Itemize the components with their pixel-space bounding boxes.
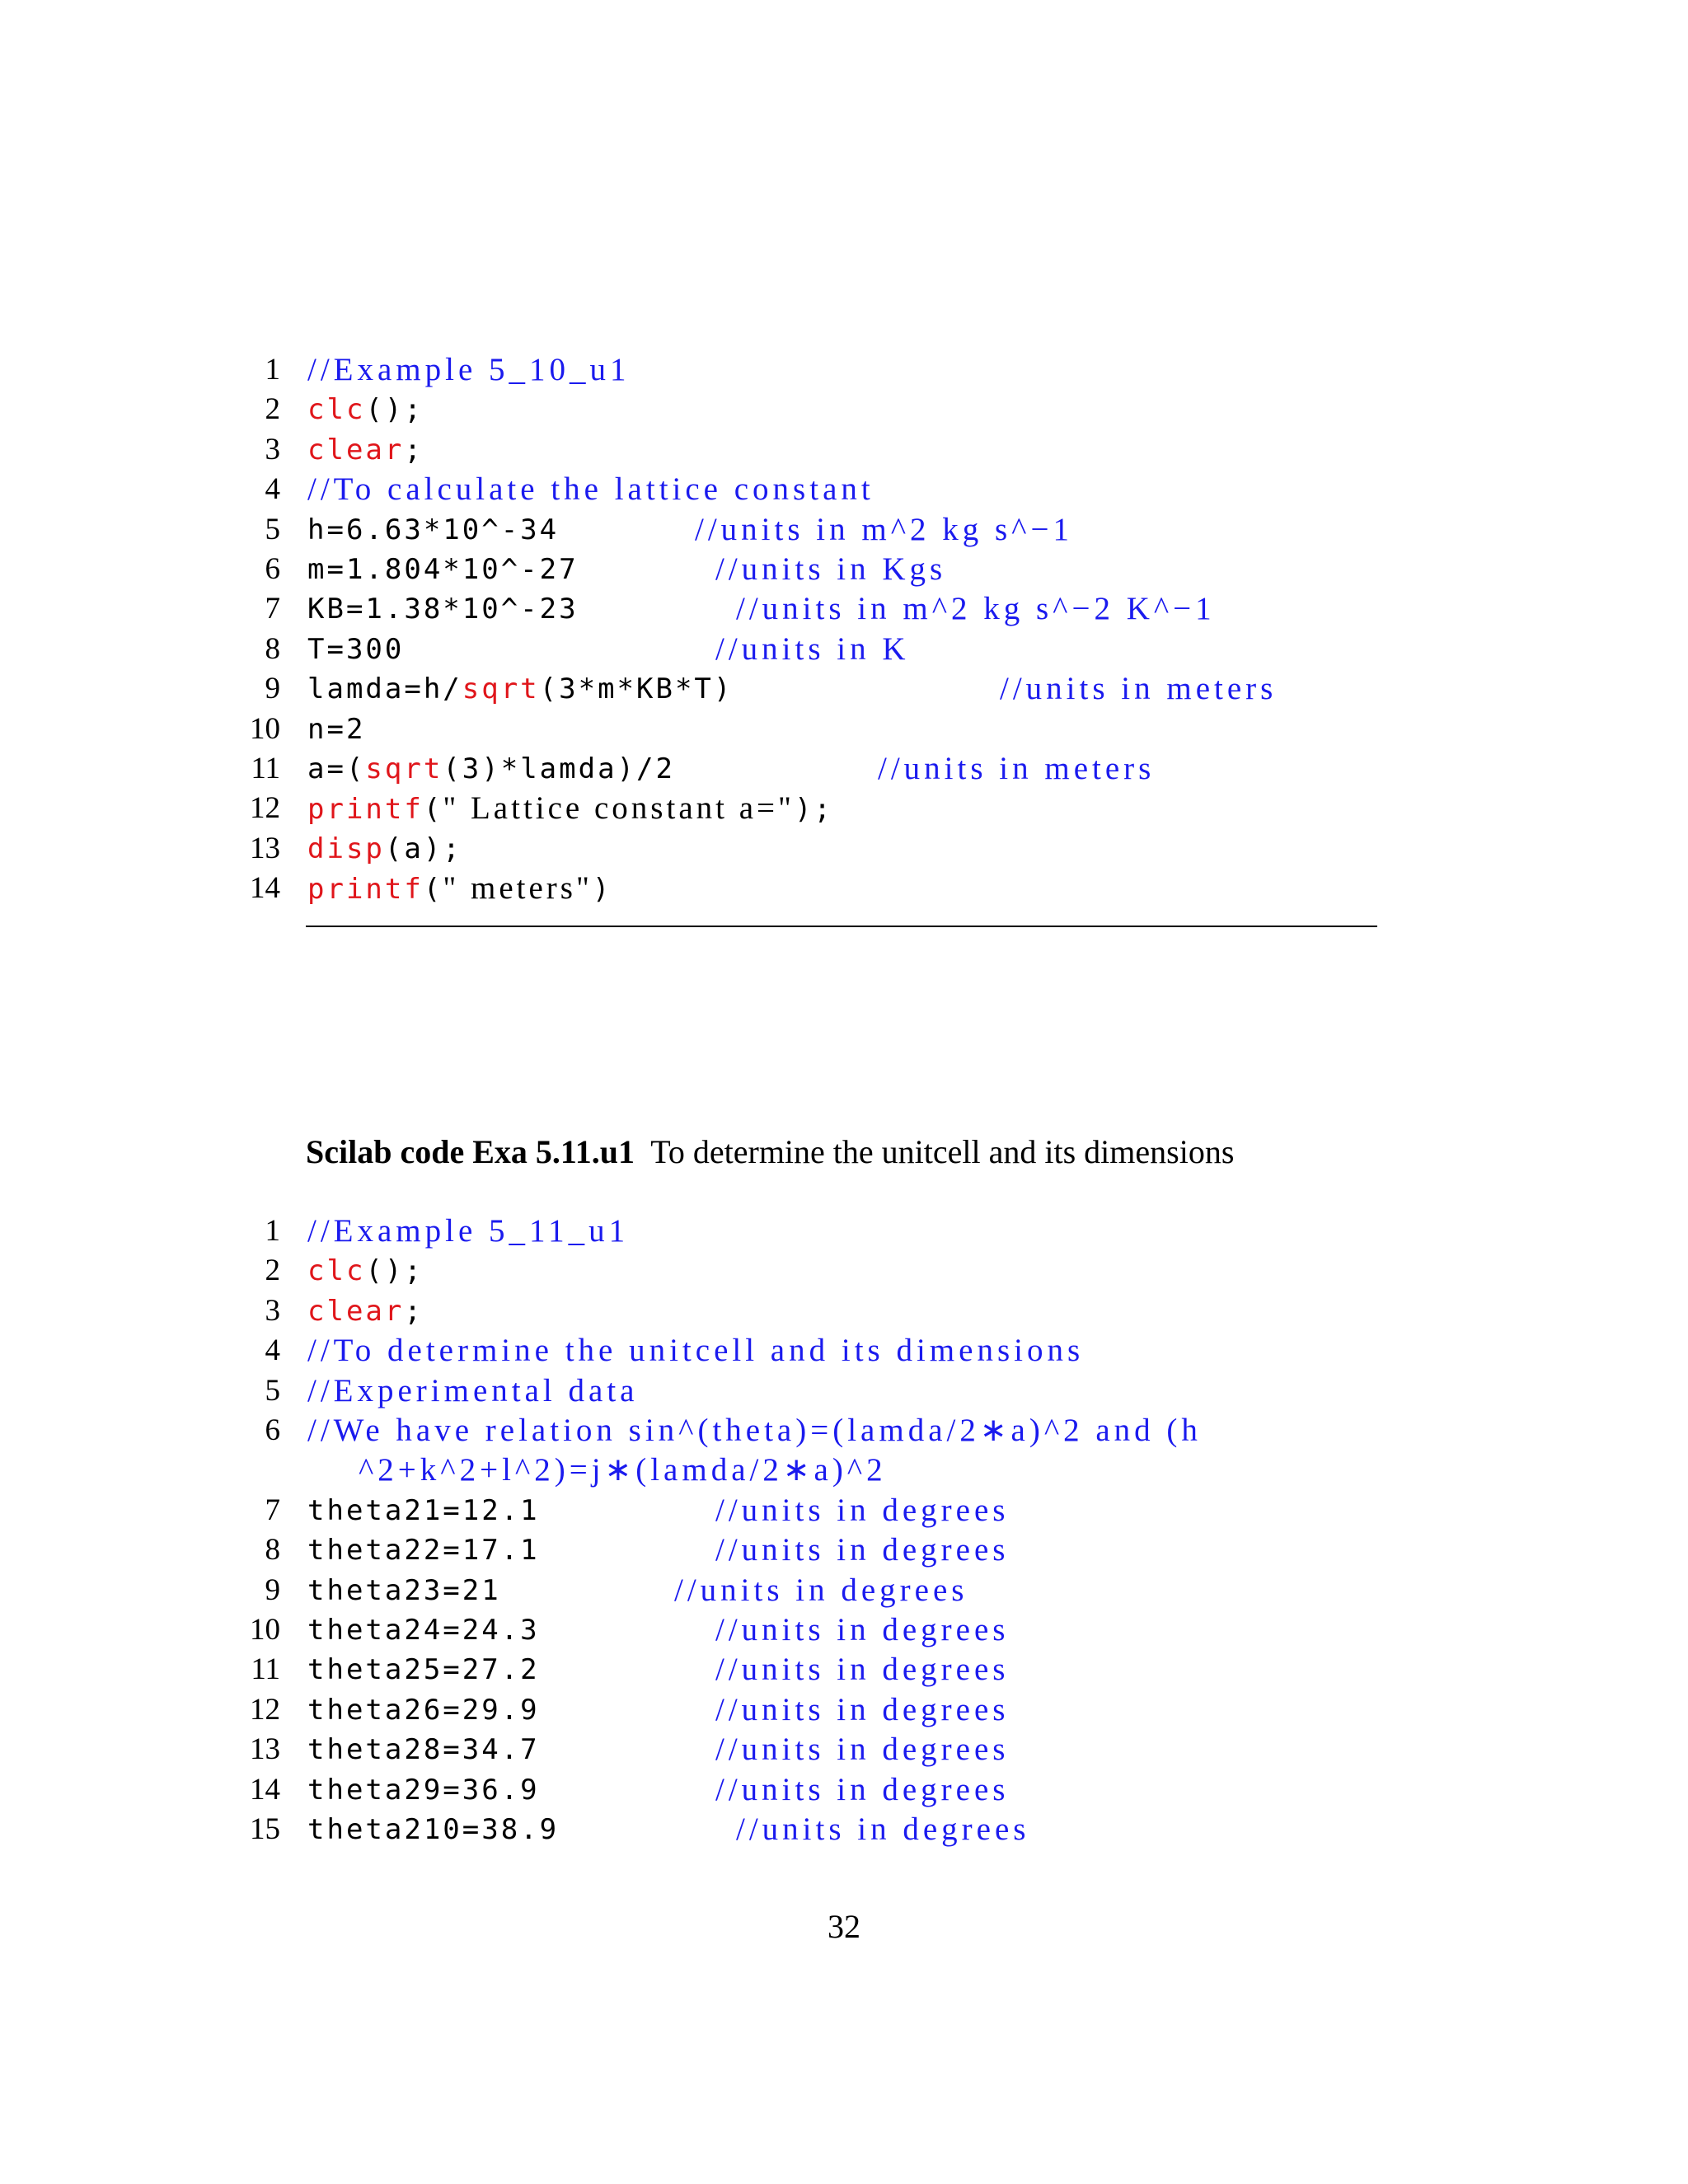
code-comment: //To calculate the lattice constant — [307, 471, 874, 508]
code-text — [307, 1530, 540, 1570]
code-text — [307, 550, 579, 589]
code-token: theta22=17.1 — [307, 1534, 540, 1568]
code-text — [307, 1770, 540, 1810]
code-line — [0, 470, 1688, 509]
line-number: 13 — [250, 831, 280, 865]
code-token: n=2 — [307, 712, 366, 746]
code-text — [307, 390, 424, 429]
code-line — [0, 1451, 1688, 1490]
code-token: ( — [423, 793, 443, 827]
code-token: (3*m*KB*T) — [539, 673, 734, 706]
line-number: 2 — [265, 392, 280, 427]
code-token: theta26=29.9 — [307, 1693, 540, 1727]
code-text — [307, 1610, 540, 1650]
code-text — [307, 1371, 638, 1412]
line-number: 5 — [265, 1373, 280, 1408]
code-line — [0, 510, 1688, 550]
code-token: theta210=38.9 — [307, 1813, 560, 1846]
code-token: ( — [423, 873, 443, 907]
code-text — [307, 1491, 540, 1530]
code-text — [307, 1291, 424, 1331]
line-number: 6 — [265, 552, 280, 586]
code-comment: //To determine the unitcell and its dimensions — [307, 1333, 1085, 1369]
code-text — [307, 630, 404, 669]
code-token: KB=1.38*10^-23 — [307, 593, 579, 626]
code-text — [307, 1650, 540, 1690]
code-text — [307, 1730, 540, 1769]
code-comment: //We have relation sin^(theta)=(lamda/2∗a)^2 and (h — [307, 1413, 1202, 1448]
line-number: 13 — [250, 1732, 280, 1767]
code-keyword: sqrt — [365, 752, 443, 785]
code-comment: //units in degrees — [715, 1771, 1010, 1807]
code-text — [307, 510, 559, 550]
code-comment: //units in m^2 kg s^−2 K^−1 — [736, 591, 1216, 627]
code-token: (3)*lamda)/2 — [443, 752, 675, 785]
code-line — [0, 1291, 1688, 1331]
code-line — [0, 589, 1688, 629]
code-text — [307, 470, 874, 510]
code-line — [0, 1411, 1688, 1451]
code-comment: //units in meters — [1000, 671, 1278, 707]
code-string: " Lattice constant a=" — [443, 790, 795, 827]
code-line — [0, 669, 1688, 709]
code-line — [0, 1810, 1688, 1849]
line-number: 7 — [265, 592, 280, 626]
code-text — [307, 1810, 559, 1849]
code-text — [307, 1331, 1084, 1371]
line-number: 5 — [265, 512, 280, 546]
code-keyword: printf — [307, 793, 424, 827]
code-line — [0, 1730, 1688, 1769]
code-line — [0, 350, 1688, 390]
code-token: a=( — [307, 752, 366, 785]
code-line — [0, 829, 1688, 869]
code-line — [0, 1491, 1688, 1530]
line-number: 3 — [265, 432, 280, 466]
code-comment: //units in degrees — [674, 1572, 968, 1608]
code-text — [307, 1251, 424, 1291]
line-number: 8 — [265, 631, 280, 666]
line-number: 14 — [250, 871, 280, 906]
code-comment: //units in m^2 kg s^−1 — [695, 511, 1073, 547]
line-number: 12 — [250, 791, 280, 826]
code-line — [0, 1690, 1688, 1730]
code-comment: //Experimental data — [307, 1372, 639, 1408]
line-number: 14 — [250, 1772, 280, 1807]
code-token: ); — [794, 793, 833, 827]
code-token: h=6.63*10^-34 — [307, 513, 560, 546]
code-comment: //units in degrees — [715, 1652, 1010, 1688]
code-token: m=1.804*10^-27 — [307, 553, 579, 586]
line-number: 12 — [250, 1692, 280, 1727]
code-text — [307, 1571, 501, 1610]
code-comment: //units in degrees — [715, 1612, 1010, 1647]
code-keyword: disp — [307, 832, 385, 865]
line-number: 4 — [265, 1333, 280, 1368]
code-token: (a); — [384, 832, 462, 865]
line-number: 1 — [265, 353, 280, 387]
code-comment: //units in meters — [878, 751, 1156, 786]
code-comment: //units in degrees — [715, 1492, 1010, 1528]
code-keyword: clear — [307, 1294, 405, 1328]
code-keyword: clear — [307, 433, 405, 466]
code-string: " meters" — [443, 870, 593, 907]
code-token: ; — [404, 1294, 424, 1328]
line-number: 9 — [265, 672, 280, 706]
listing-divider — [306, 926, 1377, 927]
code-comment: //units in degrees — [715, 1691, 1010, 1727]
code-token: theta21=12.1 — [307, 1493, 540, 1527]
code-line — [0, 1530, 1688, 1570]
line-number: 11 — [251, 752, 280, 785]
code-line — [0, 550, 1688, 589]
line-number: 11 — [251, 1652, 280, 1687]
code-text — [307, 789, 833, 829]
caption-label: Scilab code Exa 5.11.u1 — [306, 1133, 635, 1170]
code-token: T=300 — [307, 632, 405, 666]
line-number: 4 — [265, 472, 280, 507]
code-text — [307, 749, 675, 789]
code-token: ; — [404, 433, 424, 466]
code-line — [0, 630, 1688, 669]
code-comment: //units in degrees — [715, 1732, 1010, 1768]
code-token: theta24=24.3 — [307, 1614, 540, 1647]
code-text — [307, 869, 612, 909]
line-number: 2 — [265, 1254, 280, 1288]
code-text — [307, 669, 733, 709]
line-number: 10 — [250, 1613, 280, 1647]
code-comment: //Example 5_11_u1 — [307, 1213, 630, 1249]
code-comment: //units in degrees — [715, 1532, 1010, 1568]
code-comment: //Example 5_10_u1 — [307, 352, 631, 387]
code-token: theta28=34.7 — [307, 1733, 540, 1767]
listing-caption — [306, 1131, 1234, 1174]
code-keyword: printf — [307, 873, 424, 907]
code-text — [307, 589, 579, 629]
code-token: theta23=21 — [307, 1573, 501, 1607]
line-number: 3 — [265, 1293, 280, 1328]
code-line — [0, 869, 1688, 908]
code-line — [0, 749, 1688, 789]
page-number: 32 — [828, 1908, 860, 1945]
line-number: 6 — [265, 1413, 280, 1447]
code-keyword: clc — [307, 1254, 366, 1288]
code-token: ) — [592, 873, 612, 907]
code-line — [0, 1650, 1688, 1690]
line-number: 1 — [265, 1214, 280, 1248]
line-number: 15 — [250, 1812, 280, 1846]
code-line — [0, 1571, 1688, 1610]
code-text — [307, 829, 462, 869]
line-number: 8 — [265, 1533, 280, 1568]
code-text — [307, 1690, 540, 1730]
code-text — [307, 1411, 1202, 1451]
code-line — [0, 430, 1688, 470]
code-line — [0, 1212, 1688, 1251]
code-text — [307, 1212, 629, 1252]
code-line — [0, 789, 1688, 828]
code-token: (); — [365, 393, 424, 427]
code-token: theta29=36.9 — [307, 1773, 540, 1807]
code-token: (); — [365, 1254, 424, 1288]
code-line — [0, 390, 1688, 429]
code-comment: //units in Kgs — [715, 551, 947, 587]
code-text — [307, 710, 365, 749]
code-keyword: sqrt — [462, 673, 540, 706]
code-comment: //units in K — [715, 630, 910, 667]
code-line — [0, 1610, 1688, 1650]
code-token: theta25=27.2 — [307, 1653, 540, 1687]
caption-text: To determine the unitcell and its dimensions — [650, 1133, 1235, 1170]
code-line — [0, 1251, 1688, 1291]
code-line — [0, 1371, 1688, 1411]
code-line — [0, 1331, 1688, 1371]
code-line — [0, 1770, 1688, 1810]
code-token: lamda=h/ — [307, 673, 462, 706]
code-text — [307, 350, 631, 391]
code-comment: //units in degrees — [736, 1811, 1030, 1847]
line-number: 9 — [265, 1572, 280, 1607]
code-keyword: clc — [307, 393, 366, 427]
code-line — [0, 710, 1688, 749]
line-number: 7 — [265, 1493, 280, 1527]
code-text — [307, 430, 424, 470]
line-number: 10 — [250, 711, 280, 746]
code-comment: ^2+k^2+l^2)=j∗(lamda/2∗a)^2 — [359, 1452, 887, 1488]
